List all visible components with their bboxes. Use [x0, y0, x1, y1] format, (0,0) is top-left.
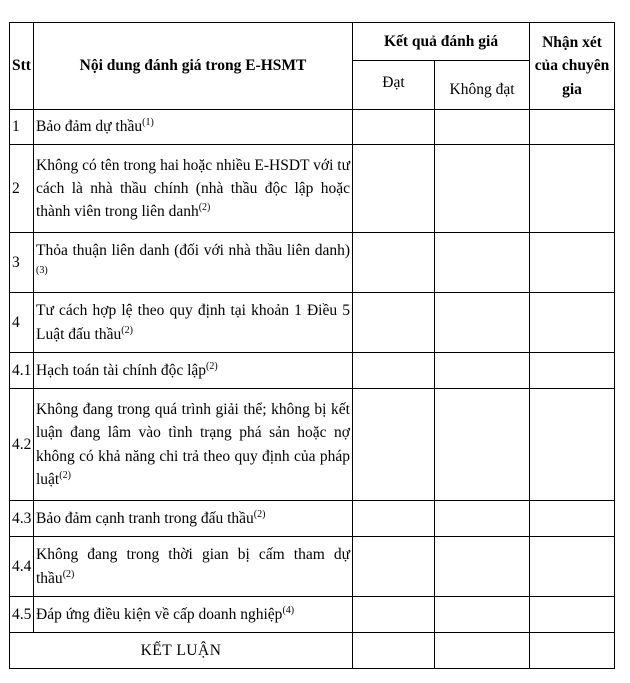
table-row	[10, 389, 615, 501]
pass-cell[interactable]	[353, 353, 435, 389]
table-row	[10, 597, 615, 633]
row-content: Đáp ứng điều kiện về cấp doanh nghiệp$^{(4)}$	[34, 597, 353, 633]
header-pass: Đạt	[353, 61, 435, 110]
fail-cell[interactable]	[435, 389, 530, 501]
row-stt: 4.4	[10, 537, 34, 597]
conclusion-row	[10, 633, 615, 669]
fail-cell[interactable]	[435, 233, 530, 293]
table-row	[10, 145, 615, 233]
footnote-ref: (2)	[121, 324, 133, 336]
remark-cell[interactable]	[530, 633, 615, 669]
footnote-ref: (2)	[198, 201, 211, 213]
header-stt: Stt	[10, 23, 34, 110]
table-row	[10, 110, 615, 145]
evaluation-table	[9, 22, 615, 669]
footnote-ref: (3)	[36, 264, 48, 276]
header-content: Nội dung đánh giá trong E-HSMT	[34, 23, 353, 110]
table-row	[10, 501, 615, 537]
row-content: Không đang trong thời gian bị cấm tham dự thầu$^{(2)}$	[34, 537, 353, 597]
fail-cell[interactable]	[435, 145, 530, 233]
row-stt: 4.5	[10, 597, 34, 633]
remark-cell[interactable]	[530, 389, 615, 501]
remark-cell[interactable]	[530, 597, 615, 633]
pass-cell[interactable]	[353, 389, 435, 501]
row-content: Không đang trong quá trình giải thể; không bị kết luận đang lâm vào tình trạng phá sản hoặc nợ không có khả năng chi trả theo quy định của pháp luật$^{(2)}$	[34, 389, 353, 501]
row-content: Bảo đảm cạnh tranh trong đấu thầu$^{(2)}$	[34, 501, 353, 537]
fail-cell[interactable]	[435, 537, 530, 597]
row-content: Bảo đảm dự thầu$^{(1)}$	[34, 110, 353, 145]
remark-cell[interactable]	[530, 537, 615, 597]
table-row	[10, 537, 615, 597]
remark-cell[interactable]	[530, 110, 615, 145]
fail-cell[interactable]	[435, 353, 530, 389]
remark-cell[interactable]	[530, 145, 615, 233]
remark-cell[interactable]	[530, 233, 615, 293]
remark-cell[interactable]	[530, 293, 615, 353]
remark-cell[interactable]	[530, 501, 615, 537]
row-stt: 4.1	[10, 353, 34, 389]
footnote-ref: (2)	[253, 508, 266, 520]
footnote-ref: (2)	[206, 360, 218, 372]
row-stt: 4.3	[10, 501, 34, 537]
footnote-ref: (1)	[142, 117, 154, 129]
header-fail: Không đạt	[435, 61, 530, 110]
table-row	[10, 293, 615, 353]
pass-cell[interactable]	[353, 501, 435, 537]
pass-cell[interactable]	[353, 597, 435, 633]
footnote-ref: (2)	[59, 469, 71, 481]
row-stt: 4	[10, 293, 34, 353]
table-row	[10, 233, 615, 293]
remark-cell[interactable]	[530, 353, 615, 389]
row-content: Tư cách hợp lệ theo quy định tại khoản 1 Điều 5 Luật đấu thầu$^{(2)}$	[34, 293, 353, 353]
conclusion-label: KẾT LUẬN	[10, 633, 353, 669]
row-stt: 4.2	[10, 389, 34, 501]
pass-cell[interactable]	[353, 537, 435, 597]
row-stt: 1	[10, 110, 34, 145]
pass-cell[interactable]	[353, 293, 435, 353]
row-stt: 3	[10, 233, 34, 293]
pass-cell[interactable]	[353, 145, 435, 233]
table-row	[10, 353, 615, 389]
pass-cell[interactable]	[353, 633, 435, 669]
fail-cell[interactable]	[435, 110, 530, 145]
pass-cell[interactable]	[353, 110, 435, 145]
fail-cell[interactable]	[435, 501, 530, 537]
header-remark: Nhận xét của chuyên gia	[530, 23, 615, 110]
row-content: Hạch toán tài chính độc lập$^{(2)}$	[34, 353, 353, 389]
footnote-ref: (2)	[62, 568, 75, 580]
fail-cell[interactable]	[435, 293, 530, 353]
row-content: Không có tên trong hai hoặc nhiều E-HSDT với tư cách là nhà thầu chính (nhà thầu độc lập hoặc thành viên trong liên danh$^{(2)}$	[34, 145, 353, 233]
row-content: Thỏa thuận liên danh (đối với nhà thầu liên danh)$^{(3)}$	[34, 233, 353, 293]
fail-cell[interactable]	[435, 633, 530, 669]
pass-cell[interactable]	[353, 233, 435, 293]
header-result: Kết quả đánh giá	[353, 23, 530, 61]
footnote-ref: (4)	[282, 604, 295, 616]
fail-cell[interactable]	[435, 597, 530, 633]
row-stt: 2	[10, 145, 34, 233]
